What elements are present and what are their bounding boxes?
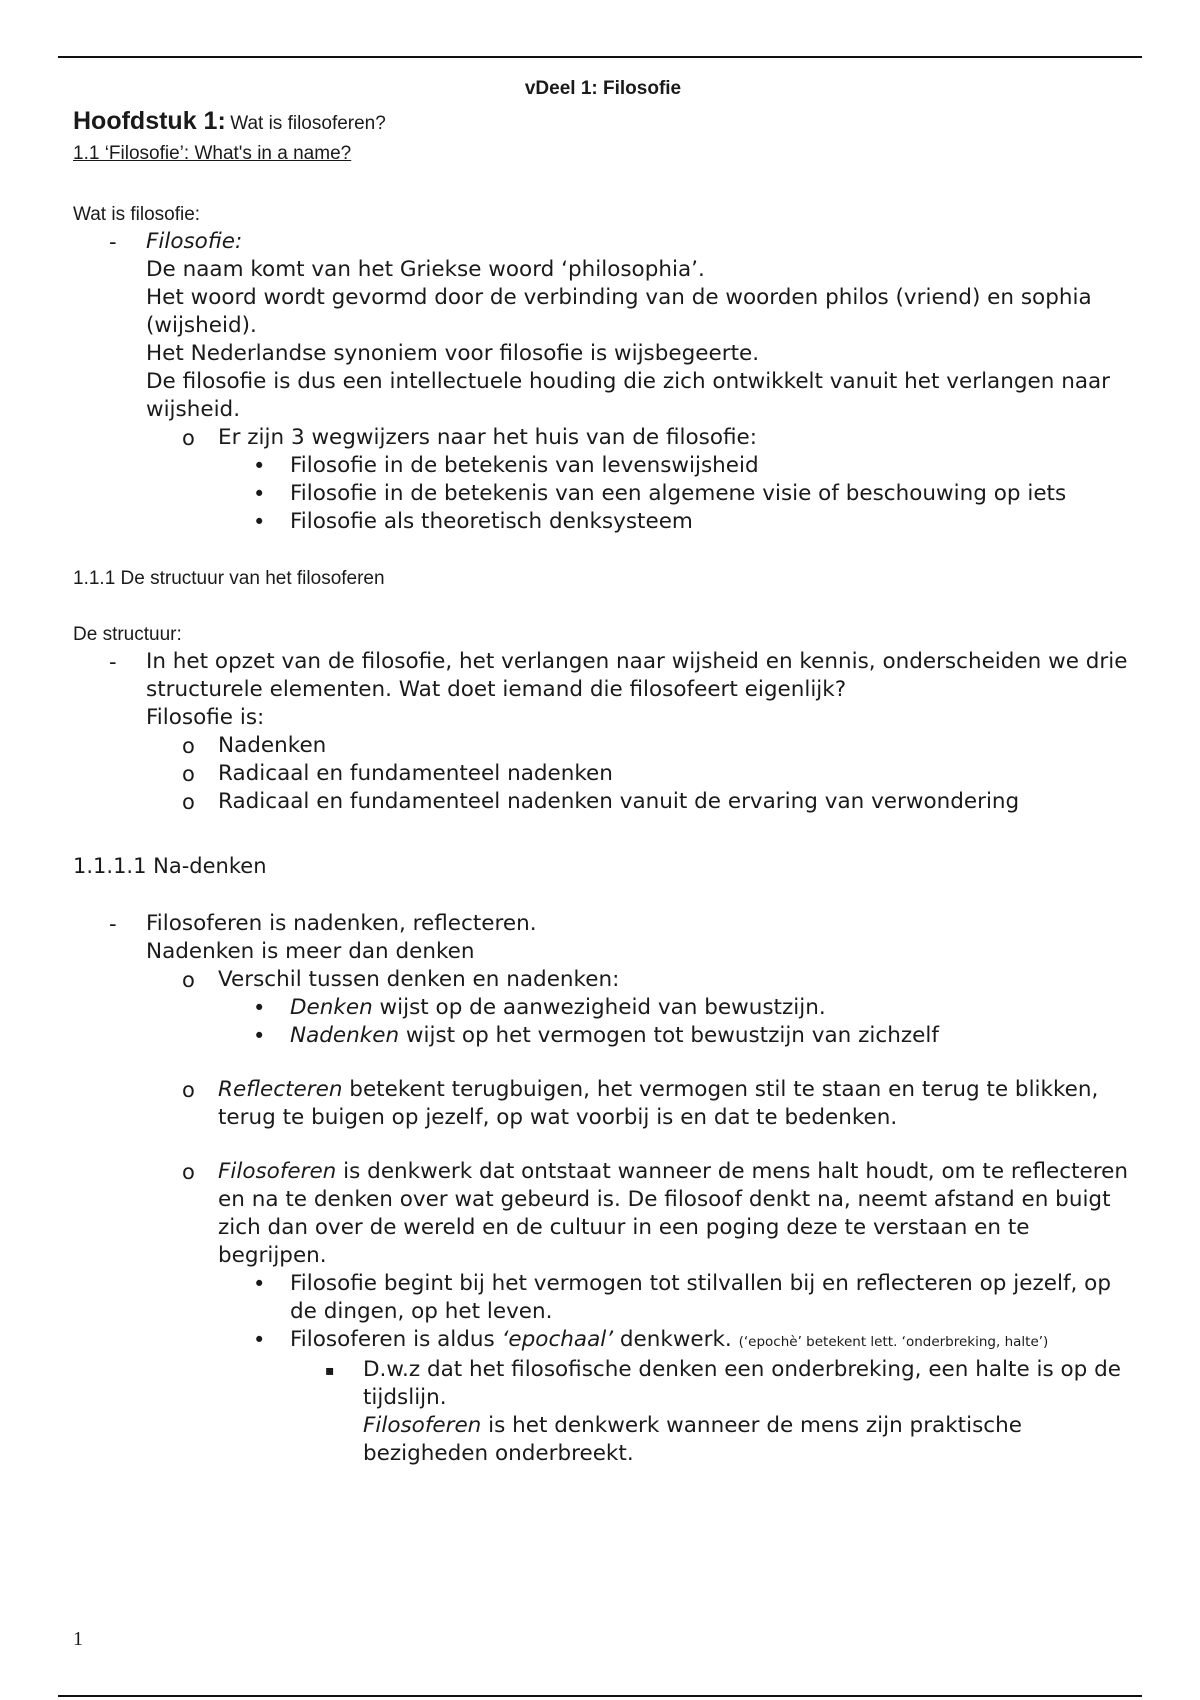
dash-marker: - (109, 230, 117, 254)
bullet-marker: • (253, 1328, 266, 1352)
text-line: Filosofie begint bij het vermogen tot stilvallen bij en reflecteren op jezelf, op de dingen, op het leven. (290, 1271, 1111, 1324)
circle-marker: o (182, 426, 195, 450)
bullet-marker: • (253, 454, 266, 478)
text-line: Radicaal en fundamenteel nadenken vanuit de ervaring van verwondering (218, 789, 1020, 814)
chapter-number: Hoofdstuk 1: (73, 107, 226, 135)
list-item (73, 648, 1133, 732)
document-page (73, 70, 1133, 1468)
text-line: wijst op het vermogen tot bewustzijn van zichzelf (399, 1023, 939, 1048)
text-line: Filosofie in de betekenis van een algemene visie of beschouwing op iets (290, 481, 1067, 506)
term: ‘epochaal’ (501, 1327, 614, 1352)
square-marker: ▪ (325, 1363, 335, 1379)
circle-marker: o (182, 1078, 195, 1102)
text-line: Nadenken is meer dan denken (146, 939, 475, 964)
circle-marker: o (182, 734, 195, 758)
term: Nadenken (290, 1023, 400, 1048)
text-line: Filosofie is: (146, 705, 265, 730)
list-item (73, 1076, 1133, 1132)
text-line: Filosofie als theoretisch denksysteem (290, 509, 693, 534)
list-item (73, 1158, 1133, 1270)
bullet-marker: • (253, 996, 266, 1020)
chapter-heading (73, 106, 1133, 140)
list-item (73, 424, 1133, 452)
list-item (73, 228, 1133, 424)
dash-marker: - (109, 650, 117, 674)
text-line: In het opzet van de filosofie, het verlangen naar wijsheid en kennis, onderscheiden we drie structurele elementen. Wat doet iemand die filosofeert eigenlijk? (146, 649, 1128, 702)
text-line: Filosofie in de betekenis van levenswijsheid (290, 453, 759, 478)
bullet-marker: • (253, 1024, 266, 1048)
text-line: Radicaal en fundamenteel nadenken (218, 761, 613, 786)
circle-marker: o (182, 968, 195, 992)
term: Reflecteren (218, 1077, 343, 1102)
text-line: Filosoferen is aldus (290, 1327, 502, 1352)
chapter-title: Wat is filosoferen? (230, 113, 386, 134)
text-line: wijst op de aanwezigheid van bewustzijn. (372, 995, 826, 1020)
circle-marker: o (182, 790, 195, 814)
top-rule (58, 56, 1142, 58)
list-item (73, 1326, 1133, 1356)
list-item (73, 480, 1133, 508)
footnote-text: (‘epochè’ betekent lett. ‘onderbreking, halte’) (738, 1334, 1049, 1350)
list-item (73, 760, 1133, 788)
list-item (73, 1356, 1133, 1468)
list-item (73, 1270, 1133, 1326)
text-line: Verschil tussen denken en nadenken: (218, 967, 620, 992)
list-item (73, 732, 1133, 760)
text-line: betekent terugbuigen, het vermogen stil te staan en terug te blikken, terug te buigen op jezelf, op wat voorbij is en dat te bedenken. (218, 1077, 1099, 1130)
subsection-heading: 1.1.1 De structuur van het filosoferen (73, 568, 385, 589)
circle-marker: o (182, 762, 195, 786)
subsubsection-heading: 1.1.1.1 Na-denken (73, 854, 267, 878)
term-filosofie: Filosofie: (146, 229, 243, 254)
term: Filosoferen (363, 1413, 482, 1438)
list-item (73, 994, 1133, 1022)
term: Denken (290, 995, 373, 1020)
list-item (73, 1022, 1133, 1050)
list-item (73, 788, 1133, 816)
text-line: denkwerk. (613, 1327, 739, 1352)
section-heading: 1.1 ‘Filosofie’: What's in a name? (73, 143, 352, 164)
text-line: D.w.z dat het filosofische denken een onderbreking, een halte is op de tijdslijn. (363, 1357, 1122, 1410)
bullet-marker: • (253, 1272, 266, 1296)
term: Filosoferen (218, 1159, 337, 1184)
text-line: is denkwerk dat ontstaat wanneer de mens halt houdt, om te reflecteren en na te denken over wat gebeurd is. De filosoof denkt na, neemt afstand en buigt zich dan over de wereld en de cultuur in een poging deze te verstaan en te begrijpen. (218, 1159, 1128, 1268)
block1-label: Wat is filosofie: (73, 204, 201, 225)
text-line: Het woord wordt gevormd door de verbinding van de woorden philos (vriend) en sophia (wijsheid). (146, 285, 1092, 338)
bullet-marker: • (253, 510, 266, 534)
list-item (73, 452, 1133, 480)
document-title: vDeel 1: Filosofie (524, 78, 682, 99)
text-line: Filosoferen is nadenken, reflecteren. (146, 911, 537, 936)
block2-label: De structuur: (73, 624, 182, 645)
dash-marker: - (109, 912, 117, 936)
bottom-rule (58, 1695, 1142, 1697)
text-line: is het denkwerk wanneer de mens zijn praktische bezigheden onderbreekt. (363, 1413, 1022, 1466)
text-line: Er zijn 3 wegwijzers naar het huis van de filosofie: (218, 425, 757, 450)
text-line: De filosofie is dus een intellectuele houding die zich ontwikkelt vanuit het verlangen naar wijsheid. (146, 369, 1111, 422)
text-line: Het Nederlandse synoniem voor filosofie is wijsbegeerte. (146, 341, 760, 366)
list-item (73, 508, 1133, 536)
list-item (73, 966, 1133, 994)
list-item (73, 910, 1133, 966)
circle-marker: o (182, 1160, 195, 1184)
bullet-marker: • (253, 482, 266, 506)
text-line: De naam komt van het Griekse woord ‘philosophia’. (146, 257, 705, 282)
page-number: 1 (73, 1628, 83, 1650)
text-line: Nadenken (218, 733, 327, 758)
